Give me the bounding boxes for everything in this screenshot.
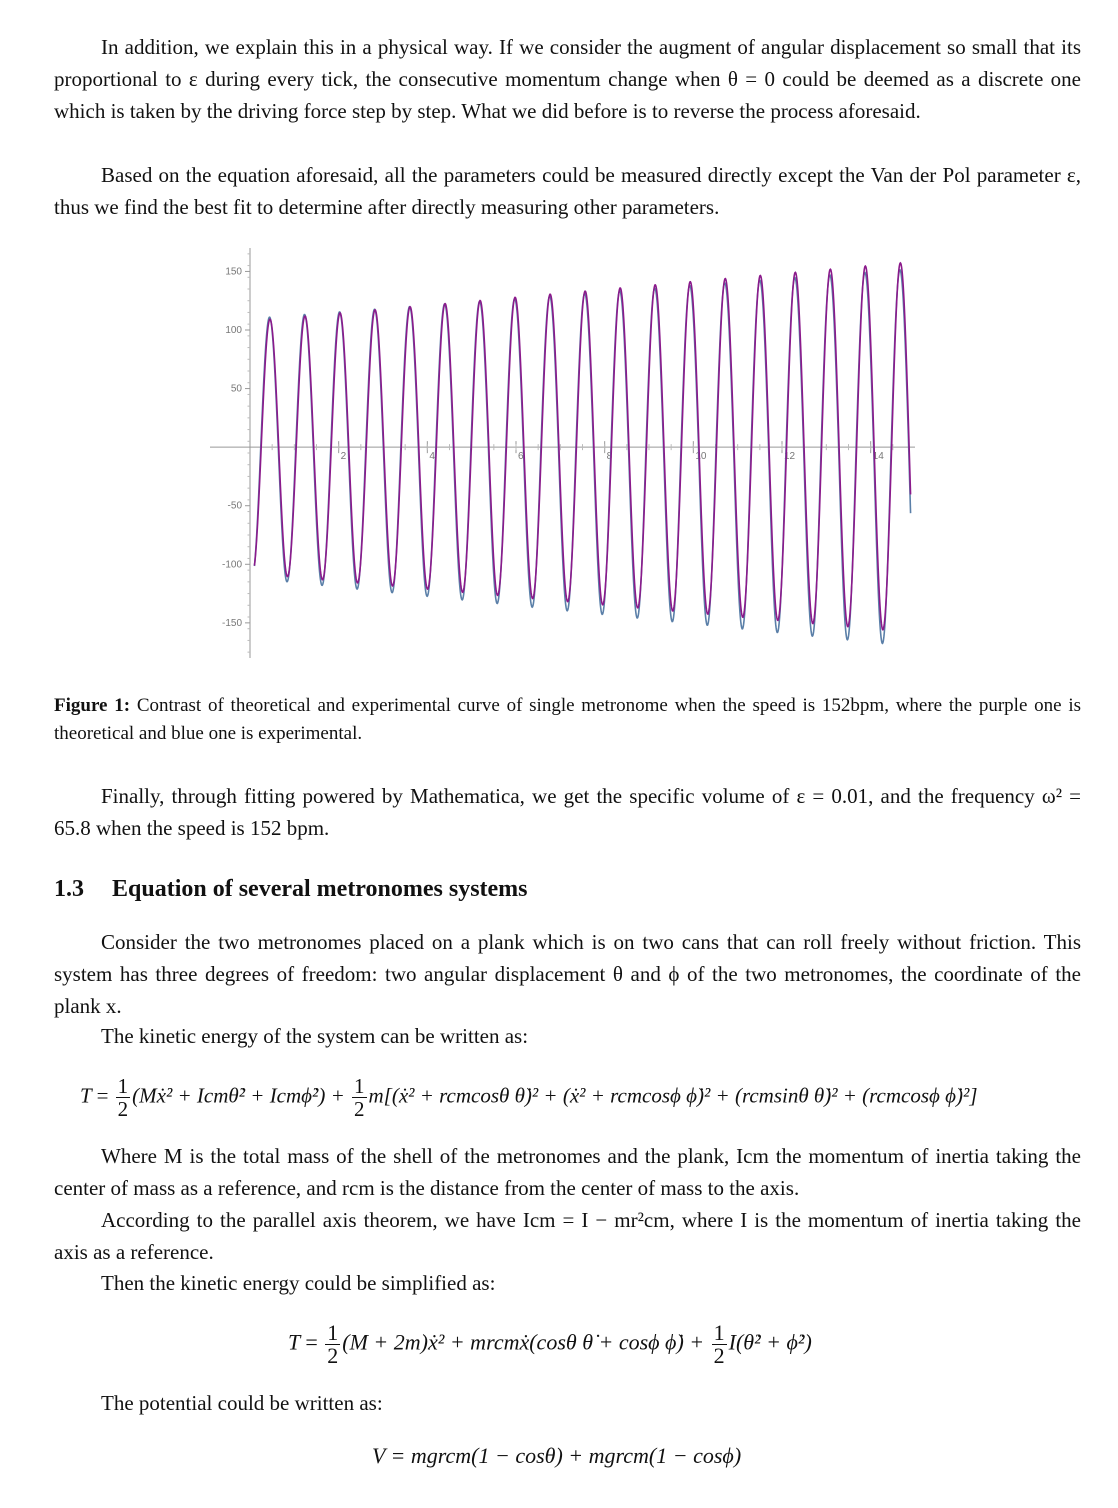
- section-number: 1.3: [54, 876, 84, 902]
- figure-caption: Figure 1: Contrast of theoretical and experimental curve of single metronome when the speed is 152bpm, where the purple one is theoretical and blue one is experimental.: [54, 695, 1081, 744]
- y-tick-label: -100: [221, 559, 242, 571]
- x-tick-label: 14: [872, 451, 884, 463]
- y-tick-label: -150: [221, 617, 242, 629]
- kinetic-equation-simplified: T = $\frac{1}{2}$ (M + 2m)ẋ² + mrcmẋ(cosθ θ̇ + cosϕ ϕ̇) + $\frac{1}{2}$ I(θ̇² + ϕ̇²): [288, 1320, 812, 1368]
- fit-paragraph: Based on the equation aforesaid, all the parameters could be measured directly except the Van der Pol parameter ε, thus we find the best fit to determine after directly measuring other parameters.: [54, 163, 1081, 219]
- kinetic-equation-full: T = $\frac{1}{2}$ (Mẋ² + Icmθ̇² + Icmϕ̇²) + $\frac{1}{2}$ m[(ẋ² + rcmcosθ θ̇)² + (ẋ² + rcmcosϕ ϕ̇)² + (rcmsinθ θ̇)² + (rcmcosϕ ϕ̇)²]: [80, 1074, 978, 1121]
- definitions-paragraph: Where M is the total mass of the shell of the metronomes and the plank, Icm the momentum of inertia taking the center of mass as a reference, and rcm is the distance from the center of mass to the axis.: [54, 1144, 1081, 1200]
- x-tick-label: 2: [340, 451, 347, 463]
- y-tick-label: 150: [225, 266, 242, 278]
- section-title: Equation of several metronomes systems: [112, 876, 528, 902]
- system-paragraph: Consider the two metronomes placed on a plank which is on two cans that can roll freely without friction. This system has three degrees of freedom: two angular displacement θ and ϕ of the two metronomes, the coordinate of the plank x.: [54, 930, 1081, 1018]
- kinetic-intro: The kinetic energy of the system can be written as:: [101, 1024, 529, 1048]
- x-tick-label: 10: [695, 451, 707, 463]
- intro-paragraph: In addition, we explain this in a physical way. If we consider the augment of angular displacement so small that its proportional to ε during every tick, the consecutive momentum change when θ = 0 could be deemed as a discrete one which is taken by the driving force step by step. What we did before is to reverse the process aforesaid.: [54, 35, 1081, 123]
- result-paragraph: Finally, through fitting powered by Mathematica, we get the specific volume of ε = 0.01, and the frequency ω² = 65.8 when the speed is 152 bpm.: [54, 784, 1081, 840]
- simplified-intro: Then the kinetic energy could be simplified as:: [101, 1271, 496, 1295]
- series-line-experimental: [254, 270, 910, 643]
- section-heading: [54, 876, 528, 903]
- potential-equation: V = mgrcm(1 − cosθ) + mgrcm(1 − cosϕ): [372, 1443, 742, 1468]
- x-tick-label: 8: [606, 451, 613, 463]
- parallel-axis-paragraph: According to the parallel axis theorem, we have Icm = I − mr²cm, where I is the momentum of inertia taking the axis as a reference.: [54, 1208, 1081, 1264]
- potential-intro: The potential could be written as:: [101, 1391, 383, 1415]
- x-tick-label: 6: [518, 451, 524, 463]
- x-tick-label: 12: [784, 451, 796, 463]
- y-tick-label: 50: [230, 383, 242, 395]
- oscillation-chart: [190, 238, 925, 668]
- figure-label: Figure 1:: [54, 695, 131, 716]
- y-tick-label: 100: [225, 325, 242, 336]
- x-tick-label: 4: [429, 451, 435, 463]
- y-tick-label: -50: [227, 500, 242, 512]
